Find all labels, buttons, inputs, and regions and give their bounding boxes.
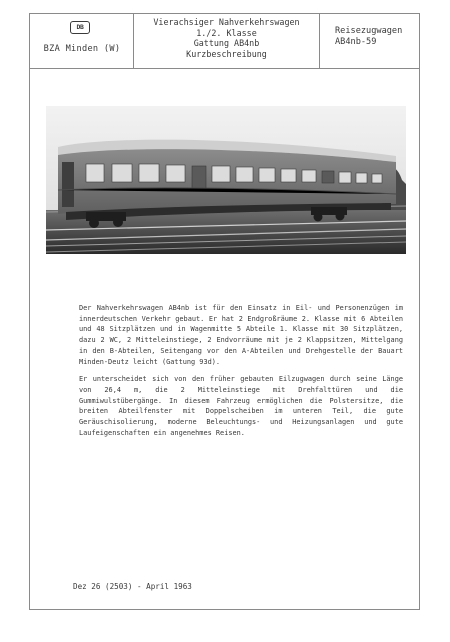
title-cell: [134, 14, 320, 68]
title-line: Gattung AB4nb: [193, 38, 260, 48]
railcar-photo: [46, 106, 406, 254]
title-line: 1./2. Klasse: [196, 27, 257, 38]
logo-cell: [30, 14, 134, 68]
header-table: [30, 14, 419, 69]
office-name: BZA Minden (W): [43, 44, 121, 54]
db-logo: [70, 21, 90, 34]
description-paragraph: Der Nahverkehrswagen AB4nb ist für den Einsatz in Eil- und Personenzügen im innerdeutschen Verkehr gebaut. Er hat 2 Endgroßräume 2. Klasse mit 6 Abteilen und 48 Sitzplätzen und in Wagenmitte 5 Abteile 1. Klasse mit 30 Sitzplätzen, dazu 2 WC, 2 Mitteleinstiege, 2 Endvorräume mit je 2 Klappsitzen, Mittelgang in den B-Abteilen, Seitengang vor den A-Abteilen und Drehgestelle der Bauart Minden-Deutz leicht (Gattung 93d).: [79, 304, 403, 366]
class-line: AB4nb-59: [335, 37, 377, 47]
title-line: Vierachsiger Nahverkehrswagen: [153, 17, 300, 27]
class-line: Reisezugwagen: [335, 26, 403, 36]
class-cell: [320, 14, 421, 68]
description-text: [79, 303, 403, 445]
document-footer: Dez 26 (2503) - April 1963: [73, 582, 192, 591]
description-paragraph: Er unterscheidet sich von den früher gebauten Eilzugwagen durch seine Länge von 26,4 m, die 2 Mitteleinstiege mit Drehfalttüren und die Gummiwulstübergänge. In diesem Fahrzeug ermöglichen die Polstersitze, die breiten Abteilfenster mit Doppelscheiben im unteren Teil, die gute Geräuschisolierung, moderne Beleuchtungs- und Heizungsanlagen und gute Laufeigenschaften ein angenehmes Reisen.: [79, 375, 403, 437]
title-line: Kurzbeschreibung: [186, 48, 267, 59]
db-logo-text: DB: [76, 23, 84, 31]
document-page: [29, 13, 420, 610]
